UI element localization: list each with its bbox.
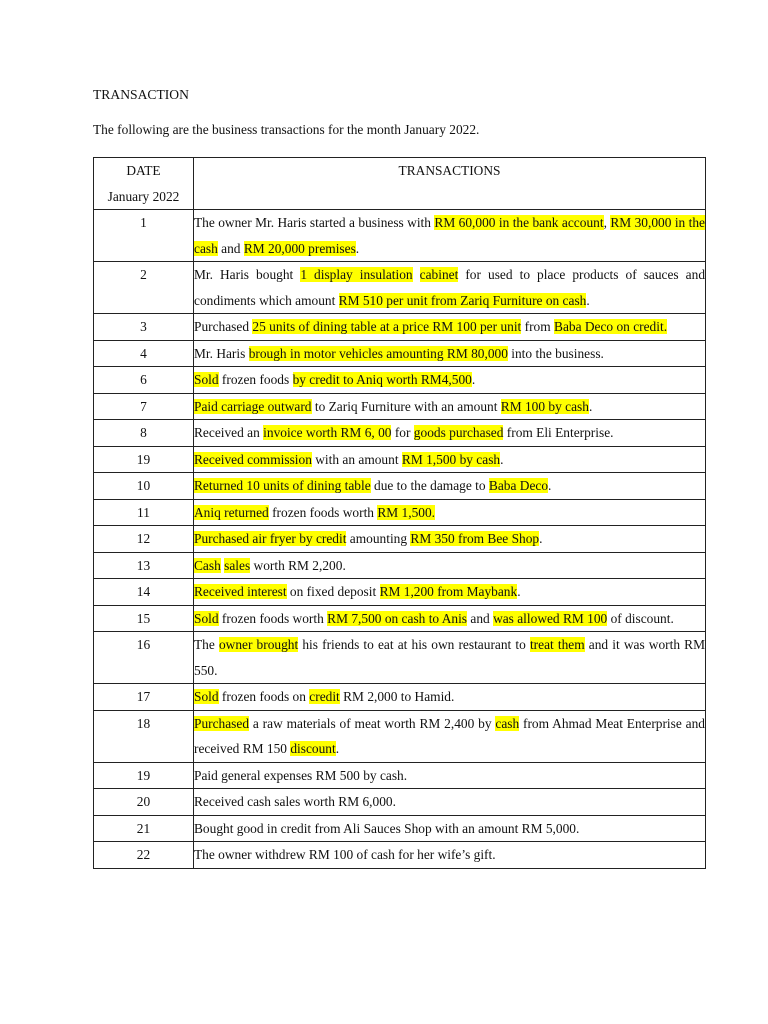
date-cell: 10 [94, 473, 194, 500]
transaction-cell [194, 420, 706, 447]
highlighted-text: invoice worth RM 6, 00 [263, 425, 392, 440]
transaction-text: and it was worth RM 550. [194, 637, 706, 678]
highlighted-text: Received interest [194, 584, 287, 599]
highlighted-text: Purchased air fryer by credit [194, 531, 347, 546]
transaction-text: and [217, 240, 244, 256]
transactions-table [93, 157, 706, 869]
highlighted-text: RM 20,000 premises [243, 240, 356, 256]
highlighted-text: treat them [529, 637, 585, 652]
date-cell: 17 [94, 684, 194, 711]
transaction-cell [194, 552, 706, 579]
transaction-text: from Eli Enterprise. [503, 425, 614, 440]
date-cell: 6 [94, 367, 194, 394]
table-row [94, 552, 706, 579]
transaction-text: Mr. Haris [194, 345, 249, 361]
transaction-text: Purchased [194, 319, 253, 334]
date-cell: 19 [94, 446, 194, 473]
transaction-text: amounting [346, 531, 411, 546]
transaction-cell [194, 684, 706, 711]
transaction-text: frozen foods on [218, 689, 310, 704]
table-row [94, 420, 706, 447]
highlighted-text: credit [309, 689, 340, 704]
table-row [94, 473, 706, 500]
transaction-text: with an amount [311, 451, 402, 467]
highlighted-text: sales [224, 557, 251, 573]
transaction-text: of discount. [607, 610, 674, 626]
transaction-text: Received an [194, 425, 264, 440]
highlighted-text: Received commission [194, 451, 312, 467]
transaction-cell [194, 526, 706, 553]
date-cell: 22 [94, 842, 194, 869]
highlighted-text: goods purchased [413, 425, 504, 440]
table-row [94, 605, 706, 632]
transaction-text: The owner withdrew RM 100 of cash for her wife’s gift. [194, 847, 496, 862]
table-row [94, 710, 706, 762]
transaction-text: . [335, 741, 340, 756]
transaction-cell [194, 605, 706, 632]
transaction-text: The owner Mr. Haris started a business with [194, 215, 435, 230]
date-header-line1: DATE [126, 163, 161, 178]
date-cell: 16 [94, 632, 194, 684]
transaction-cell [194, 815, 706, 842]
transaction-text: . [471, 372, 476, 387]
highlighted-text: 25 units of dining table at a price RM 100 per unit [252, 319, 522, 334]
table-row [94, 789, 706, 816]
highlighted-text: Aniq returned [194, 504, 269, 520]
highlighted-text: Paid carriage outward [194, 398, 312, 414]
table-row [94, 446, 706, 473]
highlighted-text: was allowed RM 100 [493, 610, 608, 626]
date-cell: 18 [94, 710, 194, 762]
highlighted-text: RM 60,000 in the bank account [434, 215, 604, 230]
transaction-text: a raw materials of meat worth RM 2,400 by [249, 715, 496, 731]
transaction-text: for used to place products of sauces and condiments which amount [194, 267, 706, 308]
transaction-text: into the business. [507, 345, 604, 361]
date-cell: 12 [94, 526, 194, 553]
transaction-cell [194, 842, 706, 869]
transaction-text: . [539, 531, 543, 546]
transaction-cell [194, 340, 706, 367]
highlighted-text: RM 30,000 in the cash [194, 215, 706, 256]
highlighted-text: RM 1,500 by cash [401, 451, 501, 467]
date-cell: 8 [94, 420, 194, 447]
transaction-cell [194, 210, 706, 262]
transaction-text: The [194, 637, 219, 652]
date-cell: 1 [94, 210, 194, 262]
transaction-text: for [391, 425, 414, 440]
transactions-body [94, 210, 706, 869]
date-cell: 19 [94, 762, 194, 789]
transaction-text: RM 2,000 to Hamid. [339, 689, 455, 704]
date-header-line2: January 2022 [107, 188, 180, 204]
table-header-row [94, 158, 706, 210]
transaction-cell [194, 367, 706, 394]
transaction-text: . [548, 478, 552, 493]
transaction-cell [194, 710, 706, 762]
table-row [94, 314, 706, 341]
highlighted-text: by credit to Aniq worth RM4,500 [292, 372, 472, 387]
highlighted-text: RM 7,500 on cash to Anis [327, 610, 468, 626]
transaction-text: Mr. Haris bought [194, 267, 301, 282]
table-row [94, 210, 706, 262]
transaction-text: , [603, 215, 611, 230]
transaction-text: Bought good in credit from Ali Sauces Shop with an amount RM 5,000. [194, 820, 580, 836]
transaction-text: worth RM 2,200. [250, 557, 346, 573]
highlighted-text: RM 1,500. [377, 504, 436, 520]
transaction-text: on fixed deposit [286, 584, 380, 599]
highlighted-text: brough in motor vehicles amounting RM 80,000 [248, 345, 508, 361]
date-cell: 4 [94, 340, 194, 367]
date-column-header [94, 158, 194, 210]
highlighted-text: cabinet [419, 267, 459, 282]
transaction-text: . [500, 451, 504, 467]
highlighted-text: discount [290, 741, 336, 756]
date-cell: 11 [94, 499, 194, 526]
date-cell: 13 [94, 552, 194, 579]
transaction-cell [194, 789, 706, 816]
highlighted-text: owner brought [218, 637, 299, 652]
transaction-text: Received cash sales worth RM 6,000. [194, 794, 396, 809]
transactions-column-header: TRANSACTIONS [194, 158, 706, 210]
table-row [94, 579, 706, 606]
highlighted-text: RM 510 per unit from Zariq Furniture on cash [338, 292, 587, 308]
transaction-cell [194, 446, 706, 473]
transaction-text: from Ahmad Meat Enterprise and received RM 150 [194, 715, 705, 756]
transaction-text: Paid general expenses RM 500 by cash. [194, 767, 408, 783]
date-cell: 3 [94, 314, 194, 341]
transaction-text: frozen foods worth [218, 610, 328, 626]
transaction-text: . [355, 240, 360, 256]
highlighted-text: Cash [194, 557, 221, 573]
transaction-cell [194, 762, 706, 789]
date-cell: 21 [94, 815, 194, 842]
transaction-text: . [586, 292, 590, 308]
highlighted-text: Sold [194, 610, 219, 626]
transaction-text: due to the damage to [370, 478, 489, 493]
table-row [94, 499, 706, 526]
transaction-text: frozen foods worth [268, 504, 378, 520]
date-cell: 2 [94, 262, 194, 314]
table-row [94, 526, 706, 553]
table-row [94, 340, 706, 367]
transaction-text: to Zariq Furniture with an amount [311, 398, 501, 414]
intro-text: The following are the business transactions for the month January 2022. [93, 122, 480, 137]
table-row [94, 367, 706, 394]
table-row [94, 684, 706, 711]
highlighted-text: Sold [194, 689, 219, 704]
transaction-text: and [467, 610, 494, 626]
highlighted-text: Baba Deco on credit. [554, 319, 668, 334]
date-cell: 14 [94, 579, 194, 606]
table-row [94, 393, 706, 420]
transaction-cell [194, 579, 706, 606]
transaction-text: . [588, 398, 593, 414]
table-row [94, 842, 706, 869]
highlighted-text: Returned 10 units of dining table [194, 478, 371, 493]
table-row [94, 262, 706, 314]
highlighted-text: Sold [194, 372, 219, 387]
table-row [94, 632, 706, 684]
highlighted-text: 1 display insulation [300, 267, 413, 282]
highlighted-text: Baba Deco [488, 478, 549, 493]
highlighted-text: RM 350 from Bee Shop [410, 531, 540, 546]
transaction-cell [194, 393, 706, 420]
transaction-cell [194, 632, 706, 684]
transaction-cell [194, 473, 706, 500]
highlighted-text: RM 100 by cash [500, 398, 589, 414]
highlighted-text: Purchased [194, 715, 250, 731]
transaction-cell [194, 314, 706, 341]
transaction-text: his friends to eat at his own restaurant to [298, 637, 530, 652]
transaction-text: from [521, 319, 555, 334]
date-cell: 20 [94, 789, 194, 816]
table-row [94, 815, 706, 842]
transaction-cell [194, 499, 706, 526]
transaction-cell [194, 262, 706, 314]
date-cell: 15 [94, 605, 194, 632]
highlighted-text: RM 1,200 from Maybank [379, 584, 518, 599]
table-row [94, 762, 706, 789]
transaction-text: . [517, 584, 521, 599]
transaction-text: frozen foods [218, 372, 293, 387]
transaction-text [413, 267, 420, 282]
document-heading: TRANSACTION [93, 87, 189, 102]
highlighted-text: cash [495, 715, 520, 731]
date-cell: 7 [94, 393, 194, 420]
